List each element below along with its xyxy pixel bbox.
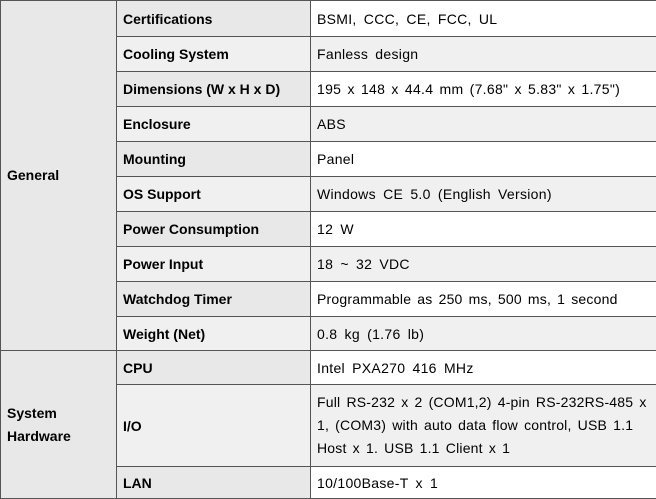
spec-value: 195 x 148 x 44.4 mm (7.68" x 5.83" x 1.75"): [311, 72, 656, 107]
section-general-label: General: [1, 1, 117, 351]
spec-value: ABS: [311, 107, 656, 142]
spec-value: Windows CE 5.0 (English Version): [311, 177, 656, 212]
spec-key: Cooling System: [117, 37, 311, 72]
spec-key: LAN: [117, 467, 311, 499]
spec-key: Mounting: [117, 142, 311, 177]
spec-value: 0.8 kg (1.76 lb): [311, 317, 656, 351]
spec-row-cpu: [1, 351, 656, 385]
spec-row-certifications: [1, 1, 656, 37]
spec-key: Certifications: [117, 1, 311, 37]
spec-key: Power Consumption: [117, 212, 311, 247]
spec-key: Watchdog Timer: [117, 282, 311, 317]
spec-value: Fanless design: [311, 37, 656, 72]
spec-key: Dimensions (W x H x D): [117, 72, 311, 107]
spec-value: 12 W: [311, 212, 656, 247]
section-system-hardware-label: System Hardware: [1, 351, 117, 499]
spec-value: Programmable as 250 ms, 500 ms, 1 second: [311, 282, 656, 317]
spec-key: Power Input: [117, 247, 311, 282]
spec-value: Panel: [311, 142, 656, 177]
spec-value: Full RS-232 x 2 (COM1,2) 4-pin RS-232RS-485 x 1, (COM3) with auto data flow control, USB 1.1 Host x 1. USB 1.1 Client x 1: [311, 385, 656, 467]
spec-value: Intel PXA270 416 MHz: [311, 351, 656, 385]
spec-value: BSMI, CCC, CE, FCC, UL: [311, 1, 656, 37]
spec-key: OS Support: [117, 177, 311, 212]
spec-value: 10/100Base-T x 1: [311, 467, 656, 499]
spec-key: I/O: [117, 385, 311, 467]
spec-key: Weight (Net): [117, 317, 311, 351]
spec-value: 18 ~ 32 VDC: [311, 247, 656, 282]
spec-key: Enclosure: [117, 107, 311, 142]
spec-key: CPU: [117, 351, 311, 385]
